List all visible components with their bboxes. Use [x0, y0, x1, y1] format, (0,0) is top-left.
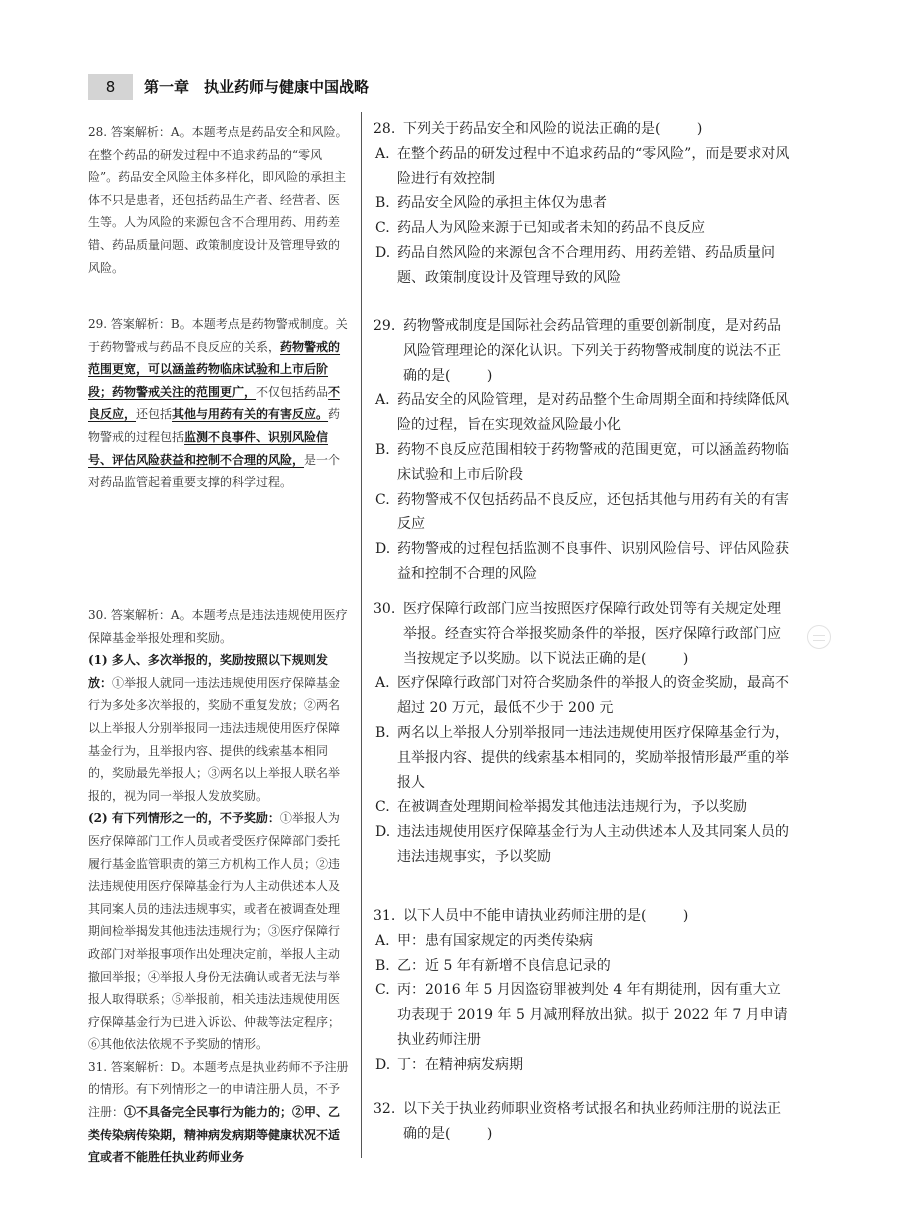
question-stem: 下列关于药品安全和风险的说法正确的是( ): [403, 121, 703, 137]
option-c: C. 在被调查处理期间检举揭发其他违法违规行为，予以奖励: [375, 799, 747, 816]
option-d: D. 违法违规使用医疗保障基金行为人主动供述本人及其同案人员的违法违规事实，予以奖励: [375, 824, 789, 865]
question-number: 31.: [373, 908, 396, 924]
underlined-text: 药物警戒的范围更宽，可以涵盖药物临床试验和上市后阶段；药物警戒关注的范围更广，: [88, 339, 341, 399]
answer-28-text: 28. 答案解析：A。本题考点是药品安全和风险。在整个药品的研发过程中不追求药品的“零风险”。药品安全风险主体多样化，即风险的承担主体不只是患者，还包括药品生产者、经营者、医生等。人为风险的来源包含不合理用药、用药差错、药品质量问题、政策制度设计及管理导致的风险。: [88, 125, 348, 275]
page-header: [88, 74, 900, 100]
question-stem: 以下人员中不能申请执业药师注册的是( ): [403, 908, 689, 924]
option-b: B. 两名以上举报人分别举报同一违法违规使用医疗保障基金行为，且举报内容、提供的线索基本相同的，奖励举报情形最严重的举报人: [375, 724, 789, 791]
chapter-title: 第一章 执业药师与健康中国战略: [144, 78, 370, 96]
option-c: C. 丙：2016 年 5 月因盗窃罪被判处 4 年有期徒刑，因有重大立功表现于 2019 年 5 月减刑释放出狱。拟于 2022 年 7 月申请执业药师注册: [375, 982, 788, 1048]
question-stem: 药物警戒制度是国际社会药品管理的重要创新制度，是对药品风险管理理论的深化认识。下列关于药物警戒制度的说法不正确的是( ): [403, 318, 781, 384]
watermark-icon: [807, 625, 831, 649]
option-d: D. 药品自然风险的来源包含不合理用药、用药差错、药品质量问题、政策制度设计及管理导致的风险: [375, 244, 775, 286]
answer-28: [88, 121, 350, 279]
answer-29-text: 29. 答案解析：B。本题考点是药物警戒制度。关于药物警戒与药品不良反应的关系，药物警戒的范围更宽，可以涵盖药物临床试验和上市后阶段；药物警戒关注的范围更广，不仅包括药品不良反应，还包括其他与用药有关的有害反应。药物警戒的过程包括监测不良事件、识别风险信号、评估风险获益和控制不合理的风险，是一个对药品监管起着重要支撑的科学过程。: [88, 317, 348, 490]
column-divider: [361, 112, 362, 1158]
answer-column: [88, 121, 350, 1165]
option-a: A. 药品安全的风险管理，是对药品整个生命周期全面和持续降低风险的过程，旨在实现效益风险最小化: [375, 392, 789, 434]
question-number: 29.: [373, 318, 396, 334]
question-28: [373, 117, 793, 291]
question-stem: 以下关于执业药师职业资格考试报名和执业药师注册的说法正确的是( ): [403, 1101, 781, 1142]
question-31: [373, 904, 793, 1078]
question-stem: 医疗保障行政部门应当按照医疗保障行政处罚等有关规定处理举报。经查实符合举报奖励条件的举报，医疗保障行政部门应当按规定予以奖励。以下说法正确的是( ): [403, 601, 781, 667]
answer-30-31: [88, 604, 350, 1169]
option-a: A. 在整个药品的研发过程中不追求药品的“零风险”，而是要求对风险进行有效控制: [375, 145, 790, 187]
answer-30-rule-2: (2) 有下列情形之一的，不予奖励：①举报人为医疗保障部门工作人员或者受医疗保障部门委托履行基金监管职责的第三方机构工作人员；②违法违规使用医疗保障基金行为人主动供述本人及其同案人员的违法违规事实，或者在被调查处理期间检举揭发其他违法违规行为；③医疗保障行政部门对举报事项作出处理决定前，举报人主动撤回举报；④举报人身份无法确认或者无法与举报人取得联系；⑤举报前，相关违法违规使用医疗保障基金行为已进入诉讼、仲裁等法定程序；⑥其他依法依规不予奖励的情形。: [88, 811, 341, 1052]
answer-31-text: 31. 答案解析：D。本题考点是执业药师不予注册的情形。有下列情形之一的申请注册人员，不予注册：①不具备完全民事行为能力的；②甲、乙类传染病传染期，精神病发病期等健康状况不适宜或者不能胜任执业药师业务: [88, 1059, 349, 1165]
underlined-text: 监测不良事件、识别风险信号、评估风险获益和控制不合理的风险，: [88, 429, 329, 467]
option-a: A. 医疗保障行政部门对符合奖励条件的举报人的资金奖励，最高不超过 20 万元，最低不少于 200 元: [375, 675, 789, 717]
question-29: [373, 314, 793, 587]
answer-30-head: 30. 答案解析：A。本题考点是违法违规使用医疗保障基金举报处理和奖励。: [88, 608, 348, 645]
question-number: 28.: [373, 121, 396, 137]
option-b: B. 药物不良反应范围相较于药物警戒的范围更宽，可以涵盖药物临床试验和上市后阶段: [375, 441, 789, 483]
option-d: D. 丁：在精神病发病期: [375, 1056, 523, 1073]
option-a: A. 甲：患有国家规定的丙类传染病: [375, 932, 593, 949]
answer-29: [88, 313, 350, 494]
option-c: C. 药品人为风险来源于已知或者未知的药品不良反应: [375, 220, 705, 237]
option-d: D. 药物警戒的过程包括监测不良事件、识别风险信号、评估风险获益和控制不合理的风险: [375, 541, 789, 582]
question-number: 30.: [373, 601, 396, 617]
page-number: 8: [88, 74, 133, 100]
underlined-text: 不良反应，: [88, 384, 341, 422]
question-number: 32.: [373, 1101, 396, 1117]
option-b: B. 乙：近 5 年有新增不良信息记录的: [375, 957, 611, 974]
option-b: B. 药品安全风险的承担主体仅为患者: [375, 195, 607, 212]
question-32: [373, 1097, 793, 1147]
underlined-text: 其他与用药有关的有害反应。: [172, 407, 329, 422]
question-30: [373, 597, 793, 870]
option-c: C. 药物警戒不仅包括药品不良反应，还包括其他与用药有关的有害反应: [375, 491, 789, 533]
answer-30-rule-1: (1) 多人、多次举报的，奖励按照以下规则发放：①举报人就同一违法违规使用医疗保障基金行为多处多次举报的，奖励不重复发放；②两名以上举报人分别举报同一违法违规使用医疗保障基金行为，且举报内容、提供的线索基本相同的，奖励最先举报人；③两名以上举报人联名举报的，视为同一举报人发放奖励。: [88, 653, 341, 803]
